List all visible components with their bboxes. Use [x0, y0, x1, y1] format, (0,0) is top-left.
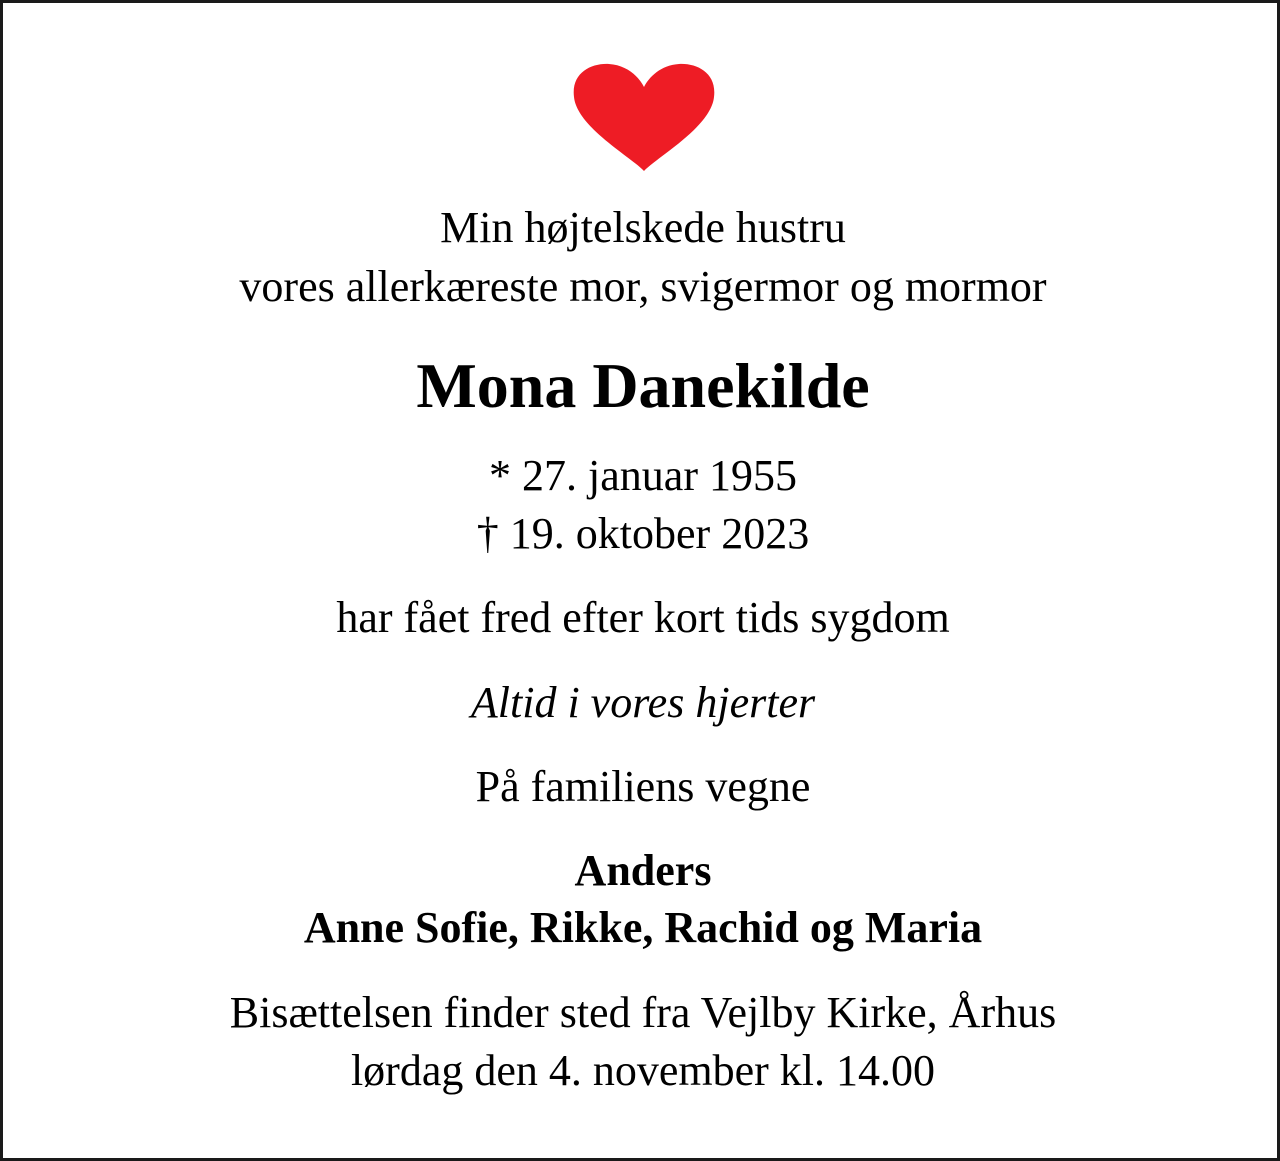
intro-line-2: vores allerkæreste mor, svigermor og mormor [239, 262, 1047, 311]
heart-icon [571, 61, 717, 173]
family-line-2: Anne Sofie, Rikke, Rachid og Maria [303, 903, 983, 952]
intro-line-1: Min højtelskede hustru [440, 203, 846, 252]
death-date: † 19. oktober 2023 [476, 509, 810, 558]
deceased-name: Mona Danekilde [416, 350, 870, 421]
birth-date: * 27. januar 1955 [489, 451, 797, 500]
funeral-line-1: Bisættelsen finder sted fra Vejlby Kirke, Århus [229, 988, 1057, 1037]
family-line-1: Anders [574, 846, 712, 895]
on-behalf-text: På familiens vegne [475, 762, 811, 811]
motto-text: Altid i vores hjerter [470, 678, 816, 727]
message-text: har fået fred efter kort tids sygdom [336, 593, 950, 642]
funeral-line-2: lørdag den 4. november kl. 14.00 [350, 1046, 936, 1095]
